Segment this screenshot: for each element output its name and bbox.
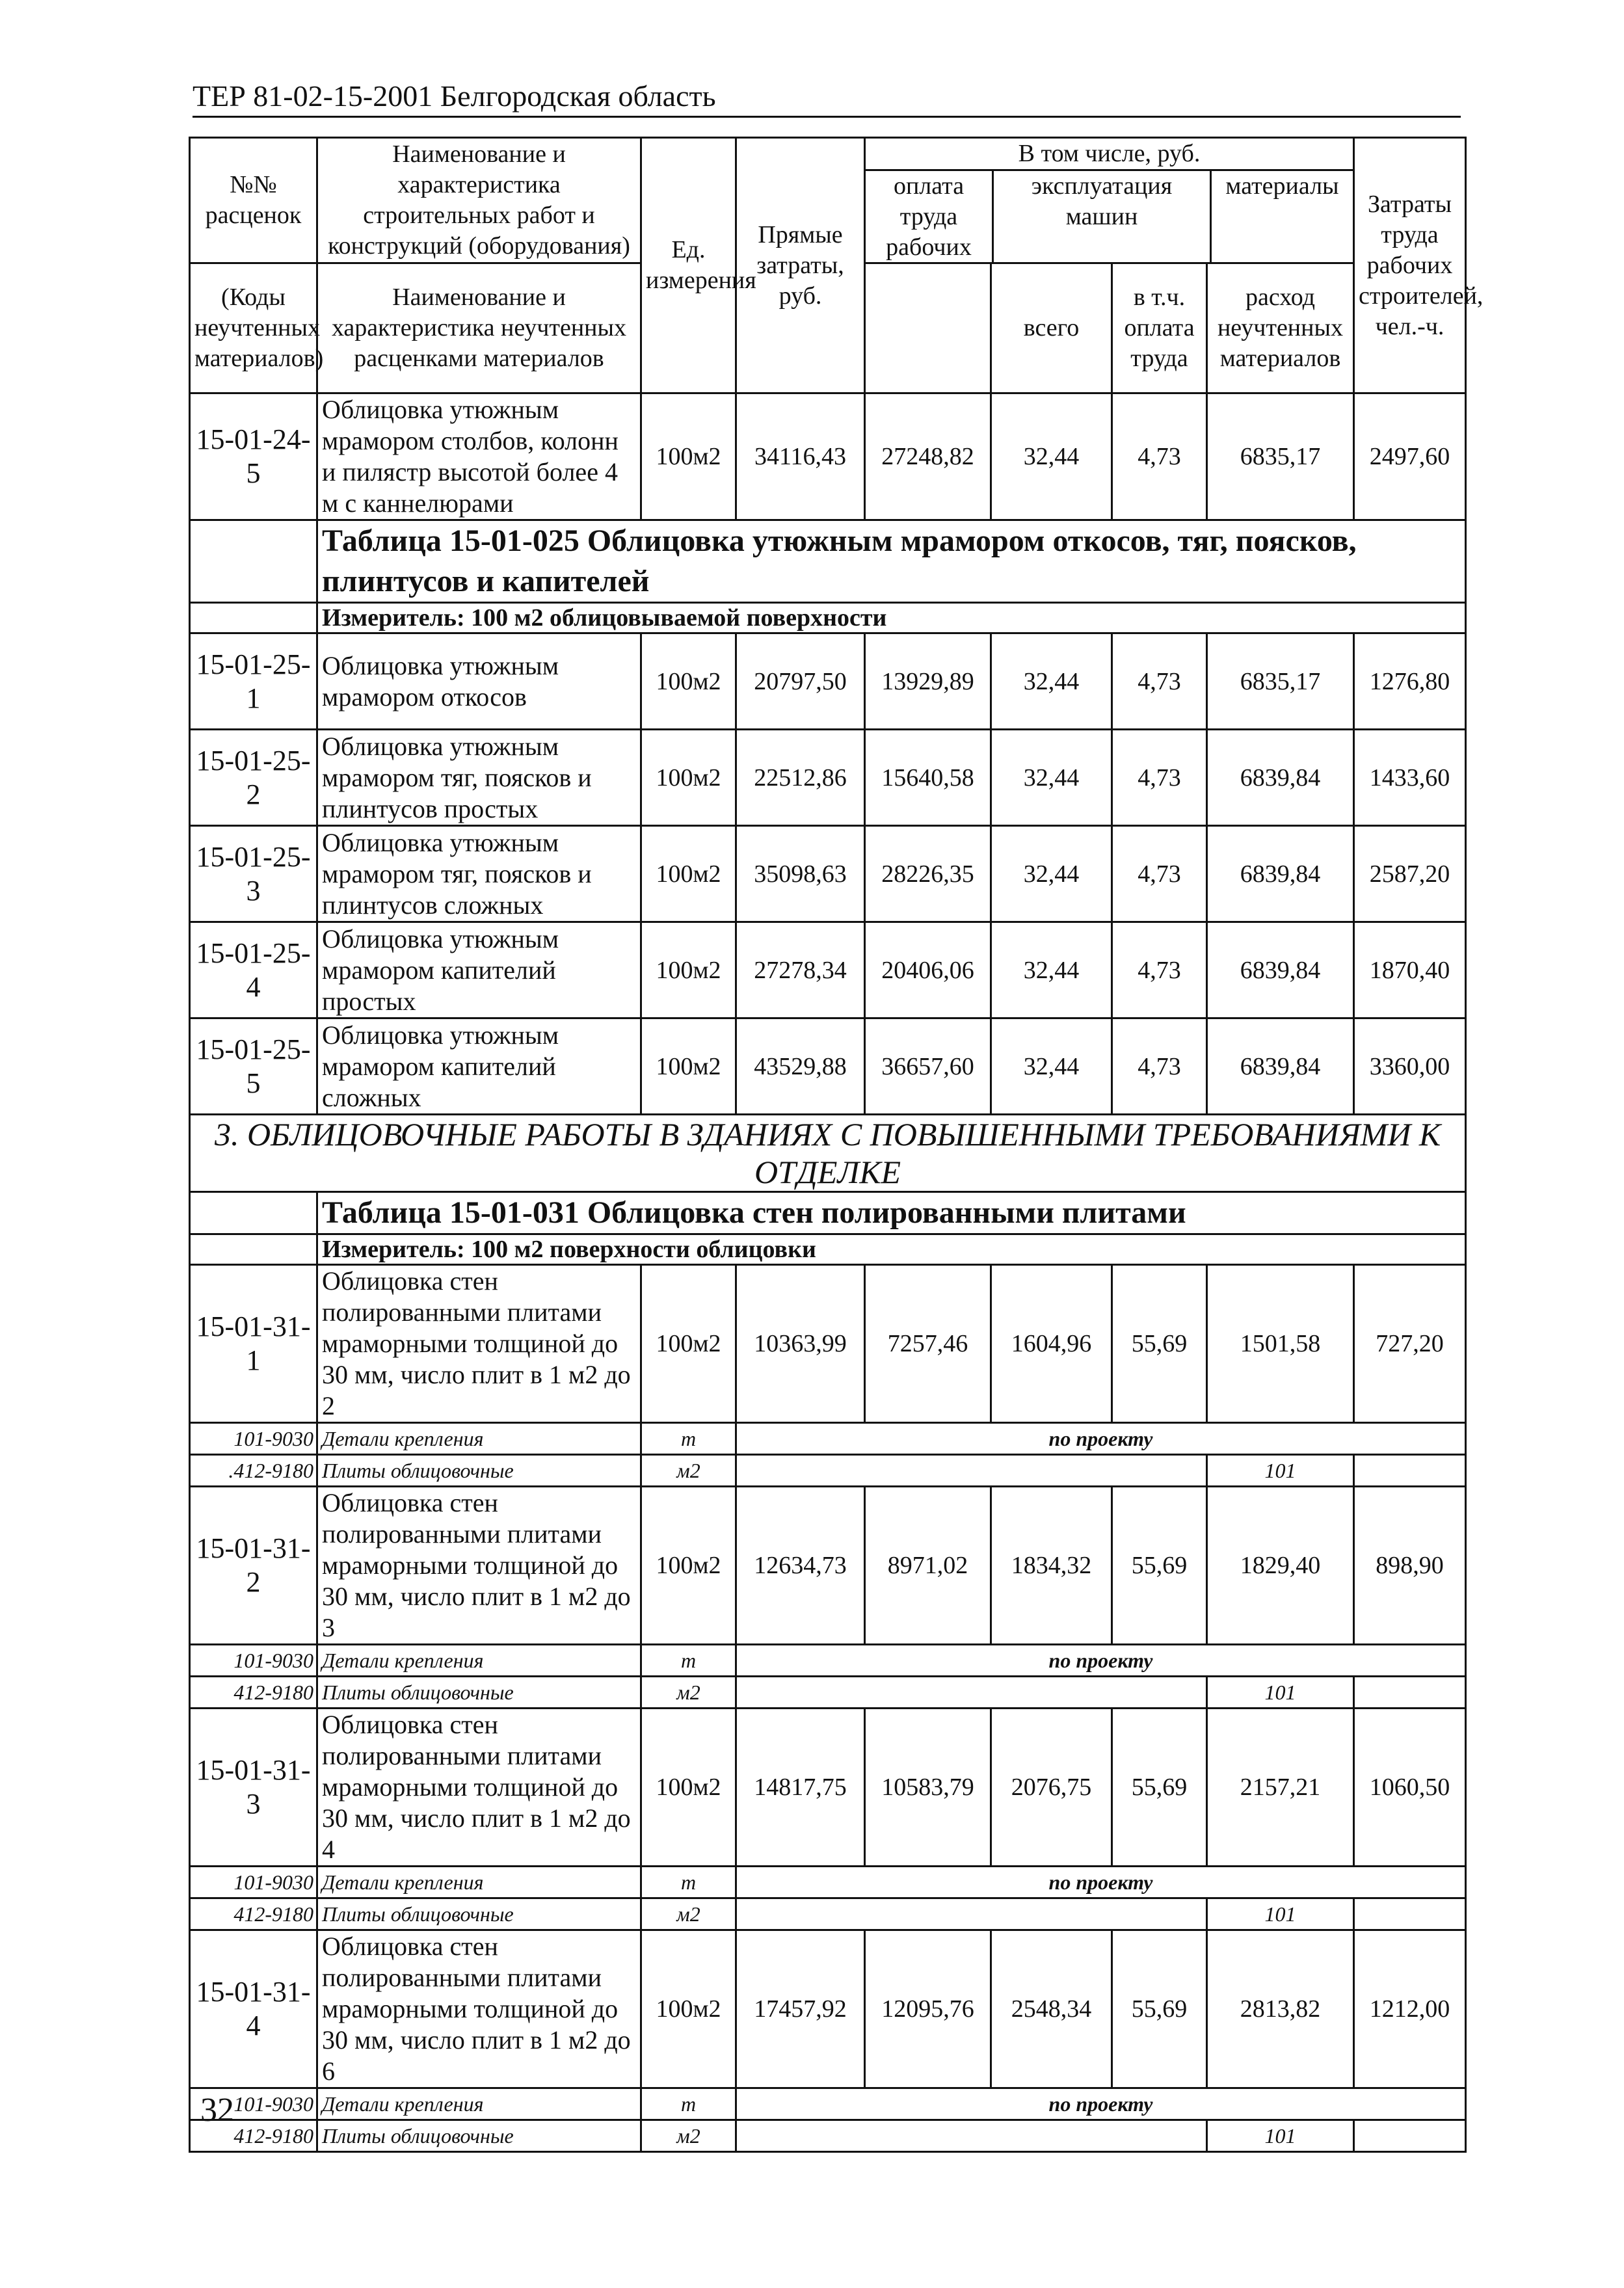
material-code: .412-9180 xyxy=(190,1455,317,1487)
rate-code: 15-01-25-2 xyxy=(190,730,317,826)
rate-direct: 12634,73 xyxy=(736,1487,865,1645)
table-row xyxy=(190,922,1466,1018)
col-code-header: №№ расценок xyxy=(190,138,317,263)
rate-materials: 6839,84 xyxy=(1207,826,1354,922)
rate-mach-wages: 4,73 xyxy=(1112,730,1207,826)
rate-wages: 12095,76 xyxy=(865,1930,991,2088)
rate-name: Облицовка утюжным мрамором капителий простых xyxy=(317,922,641,1018)
rate-name: Облицовка стен полированными плитами мраморными толщиной до 30 мм, число плит в 1 м2 до 4 xyxy=(317,1709,641,1867)
material-unit: т xyxy=(641,2088,736,2120)
material-name: Плиты облицовочные xyxy=(317,2120,641,2152)
rate-mach-wages: 55,69 xyxy=(1112,1265,1207,1423)
material-row xyxy=(190,1455,1466,1487)
rate-unit: 100м2 xyxy=(641,1487,736,1645)
table-row xyxy=(190,730,1466,826)
table-row xyxy=(190,1930,1466,2088)
table-031-measure-row xyxy=(190,1234,1466,1265)
material-value: 101 xyxy=(1207,1677,1354,1709)
material-unit: т xyxy=(641,1867,736,1898)
rate-unit: 100м2 xyxy=(641,1709,736,1867)
rate-wages: 10583,79 xyxy=(865,1709,991,1867)
rate-unit: 100м2 xyxy=(641,393,736,520)
rate-wages: 27248,82 xyxy=(865,393,991,520)
rate-name: Облицовка утюжным мрамором откосов xyxy=(317,633,641,730)
material-code: 412-9180 xyxy=(190,1898,317,1930)
col-incl-header: В том числе, руб. xyxy=(866,139,1353,171)
material-row xyxy=(190,2120,1466,2152)
table-row xyxy=(190,633,1466,730)
rate-mach-wages: 4,73 xyxy=(1112,393,1207,520)
rate-labor: 1212,00 xyxy=(1354,1930,1466,2088)
rate-labor: 2587,20 xyxy=(1354,826,1466,922)
col-wages-header: оплата труда рабочих xyxy=(866,171,994,262)
material-row xyxy=(190,1867,1466,1898)
rate-mach-total: 32,44 xyxy=(991,826,1112,922)
material-value: 101 xyxy=(1207,2120,1354,2152)
page-header xyxy=(193,77,1461,118)
table-row xyxy=(190,393,1466,520)
material-name: Детали крепления xyxy=(317,1423,641,1455)
material-code: 101-9030 xyxy=(190,1867,317,1898)
rate-labor: 727,20 xyxy=(1354,1265,1466,1423)
rate-name: Облицовка утюжным мрамором тяг, поясков и плинтусов сложных xyxy=(317,826,641,922)
rate-unit: 100м2 xyxy=(641,633,736,730)
col-direct-header: Прямые затраты, руб. xyxy=(736,138,865,393)
rate-wages: 36657,60 xyxy=(865,1018,991,1115)
rate-mach-total: 32,44 xyxy=(991,730,1112,826)
header-row-1 xyxy=(190,138,1466,263)
col-code2-header: (Коды неучтенных материалов) xyxy=(190,263,317,393)
material-name: Детали крепления xyxy=(317,1645,641,1677)
rate-wages: 28226,35 xyxy=(865,826,991,922)
rate-mach-total: 2076,75 xyxy=(991,1709,1112,1867)
rate-mach-wages: 55,69 xyxy=(1112,1930,1207,2088)
rate-materials: 1501,58 xyxy=(1207,1265,1354,1423)
table-025-measure: Измеритель: 100 м2 облицовываемой поверхности xyxy=(317,603,1466,633)
table-025-title-row xyxy=(190,520,1466,603)
rate-mach-wages: 4,73 xyxy=(1112,922,1207,1018)
rate-direct: 14817,75 xyxy=(736,1709,865,1867)
rate-mach-total: 32,44 xyxy=(991,922,1112,1018)
rate-mach-wages: 4,73 xyxy=(1112,633,1207,730)
material-name: Плиты облицовочные xyxy=(317,1455,641,1487)
rate-wages: 20406,06 xyxy=(865,922,991,1018)
table-row xyxy=(190,1265,1466,1423)
rate-direct: 27278,34 xyxy=(736,922,865,1018)
table-025-measure-row xyxy=(190,603,1466,633)
material-unit: м2 xyxy=(641,1898,736,1930)
rate-direct: 17457,92 xyxy=(736,1930,865,2088)
material-unit: м2 xyxy=(641,1455,736,1487)
table-031-title-row xyxy=(190,1192,1466,1234)
rate-materials: 6839,84 xyxy=(1207,730,1354,826)
material-value: по проекту xyxy=(736,1423,1466,1455)
rate-wages: 7257,46 xyxy=(865,1265,991,1423)
material-value: по проекту xyxy=(736,1867,1466,1898)
table-031-measure: Измеритель: 100 м2 поверхности облицовки xyxy=(317,1234,1466,1265)
material-value: по проекту xyxy=(736,1645,1466,1677)
rate-name: Облицовка утюжным мрамором капителий сложных xyxy=(317,1018,641,1115)
rate-direct: 43529,88 xyxy=(736,1018,865,1115)
rate-mach-total: 32,44 xyxy=(991,633,1112,730)
rate-mach-total: 1604,96 xyxy=(991,1265,1112,1423)
rate-labor: 2497,60 xyxy=(1354,393,1466,520)
rate-labor: 1433,60 xyxy=(1354,730,1466,826)
header-title: ТЕР 81-02-15-2001 Белгородская область xyxy=(193,79,716,113)
rate-materials: 6839,84 xyxy=(1207,922,1354,1018)
table-row xyxy=(190,826,1466,922)
material-row xyxy=(190,1898,1466,1930)
table-row xyxy=(190,1487,1466,1645)
table-row xyxy=(190,1709,1466,1867)
rate-mach-total: 32,44 xyxy=(991,393,1112,520)
page-number: 32 xyxy=(200,2092,234,2129)
rate-wages: 8971,02 xyxy=(865,1487,991,1645)
rate-materials: 2157,21 xyxy=(1207,1709,1354,1867)
material-code: 101-9030 xyxy=(190,2088,317,2120)
col-mach-total-header: всего xyxy=(991,263,1112,393)
rate-mach-wages: 4,73 xyxy=(1112,1018,1207,1115)
material-code: 412-9180 xyxy=(190,1677,317,1709)
rate-wages: 15640,58 xyxy=(865,730,991,826)
rate-name: Облицовка утюжным мрамором столбов, колонн и пилястр высотой более 4 м с каннелюрами xyxy=(317,393,641,520)
col-mach-wages-header: в т.ч. оплата труда xyxy=(1112,263,1207,393)
section-title: 3. ОБЛИЦОВОЧНЫЕ РАБОТЫ В ЗДАНИЯХ С ПОВЫШЕННЫМИ ТРЕБОВАНИЯМИ К ОТДЕЛКЕ xyxy=(190,1115,1466,1192)
col-incl-group xyxy=(865,138,1354,263)
material-value: по проекту xyxy=(736,2088,1466,2120)
material-row xyxy=(190,2088,1466,2120)
material-row xyxy=(190,1645,1466,1677)
rate-unit: 100м2 xyxy=(641,1265,736,1423)
rate-code: 15-01-31-2 xyxy=(190,1487,317,1645)
rate-materials: 6835,17 xyxy=(1207,633,1354,730)
col-name2-header: Наименование и характеристика неучтенных расценками материалов xyxy=(317,263,641,393)
section-row xyxy=(190,1115,1466,1192)
rate-direct: 22512,86 xyxy=(736,730,865,826)
rate-mach-wages: 55,69 xyxy=(1112,1709,1207,1867)
rate-mach-total: 2548,34 xyxy=(991,1930,1112,2088)
rate-code: 15-01-25-5 xyxy=(190,1018,317,1115)
rate-code: 15-01-31-3 xyxy=(190,1709,317,1867)
material-value: 101 xyxy=(1207,1898,1354,1930)
rate-code: 15-01-31-4 xyxy=(190,1930,317,2088)
rate-materials: 2813,82 xyxy=(1207,1930,1354,2088)
rate-materials: 1829,40 xyxy=(1207,1487,1354,1645)
rate-direct: 10363,99 xyxy=(736,1265,865,1423)
rate-unit: 100м2 xyxy=(641,922,736,1018)
material-name: Детали крепления xyxy=(317,2088,641,2120)
rates-table xyxy=(189,137,1484,2153)
rate-direct: 35098,63 xyxy=(736,826,865,922)
rate-direct: 20797,50 xyxy=(736,633,865,730)
rate-direct: 34116,43 xyxy=(736,393,865,520)
material-unit: т xyxy=(641,1423,736,1455)
rate-unit: 100м2 xyxy=(641,1018,736,1115)
rate-name: Облицовка стен полированными плитами мраморными толщиной до 30 мм, число плит в 1 м2 до 3 xyxy=(317,1487,641,1645)
table-031-title: Таблица 15-01-031 Облицовка стен полированными плитами xyxy=(317,1192,1466,1234)
material-unit: м2 xyxy=(641,1677,736,1709)
material-code: 101-9030 xyxy=(190,1423,317,1455)
rate-name: Облицовка утюжным мрамором тяг, поясков и плинтусов простых xyxy=(317,730,641,826)
col-name-header: Наименование и характеристика строительных работ и конструкций (оборудования) xyxy=(317,138,641,263)
rate-labor: 1060,50 xyxy=(1354,1709,1466,1867)
rate-mach-wages: 55,69 xyxy=(1112,1487,1207,1645)
col-machines-header: эксплуатация машин xyxy=(994,171,1212,262)
rate-code: 15-01-31-1 xyxy=(190,1265,317,1423)
rate-name: Облицовка стен полированными плитами мраморными толщиной до 30 мм, число плит в 1 м2 до 6 xyxy=(317,1930,641,2088)
col-wages-blank xyxy=(865,263,991,393)
col-unit-header: Ед. измерения xyxy=(641,138,736,393)
rate-labor: 3360,00 xyxy=(1354,1018,1466,1115)
col-materials-header: материалы xyxy=(1225,172,1339,200)
col-mat-unacc-header: расход неучтенных материалов xyxy=(1207,263,1354,393)
table-row xyxy=(190,1018,1466,1115)
material-name: Плиты облицовочные xyxy=(317,1898,641,1930)
col-labor-header: Затраты труда рабочих строителей, чел.-ч. xyxy=(1354,138,1466,393)
rate-code: 15-01-25-4 xyxy=(190,922,317,1018)
rate-name: Облицовка стен полированными плитами мраморными толщиной до 30 мм, число плит в 1 м2 до 2 xyxy=(317,1265,641,1423)
rate-materials: 6839,84 xyxy=(1207,1018,1354,1115)
material-unit: т xyxy=(641,1645,736,1677)
rate-code: 15-01-25-3 xyxy=(190,826,317,922)
rate-labor: 1870,40 xyxy=(1354,922,1466,1018)
material-row xyxy=(190,1677,1466,1709)
rate-wages: 13929,89 xyxy=(865,633,991,730)
rate-unit: 100м2 xyxy=(641,1930,736,2088)
rate-materials: 6835,17 xyxy=(1207,393,1354,520)
rate-labor: 898,90 xyxy=(1354,1487,1466,1645)
material-unit: м2 xyxy=(641,2120,736,2152)
material-value: 101 xyxy=(1207,1455,1354,1487)
rate-mach-total: 1834,32 xyxy=(991,1487,1112,1645)
rate-unit: 100м2 xyxy=(641,826,736,922)
table-025-title: Таблица 15-01-025 Облицовка утюжным мрамором откосов, тяг, поясков, плинтусов и капителей xyxy=(317,520,1466,603)
rate-mach-wages: 4,73 xyxy=(1112,826,1207,922)
rate-mach-total: 32,44 xyxy=(991,1018,1112,1115)
rate-code: 15-01-24-5 xyxy=(190,393,317,520)
material-name: Детали крепления xyxy=(317,1867,641,1898)
material-code: 101-9030 xyxy=(190,1645,317,1677)
rate-unit: 100м2 xyxy=(641,730,736,826)
rate-labor: 1276,80 xyxy=(1354,633,1466,730)
material-code: 412-9180 xyxy=(190,2120,317,2152)
material-name: Плиты облицовочные xyxy=(317,1677,641,1709)
material-row xyxy=(190,1423,1466,1455)
rate-code: 15-01-25-1 xyxy=(190,633,317,730)
